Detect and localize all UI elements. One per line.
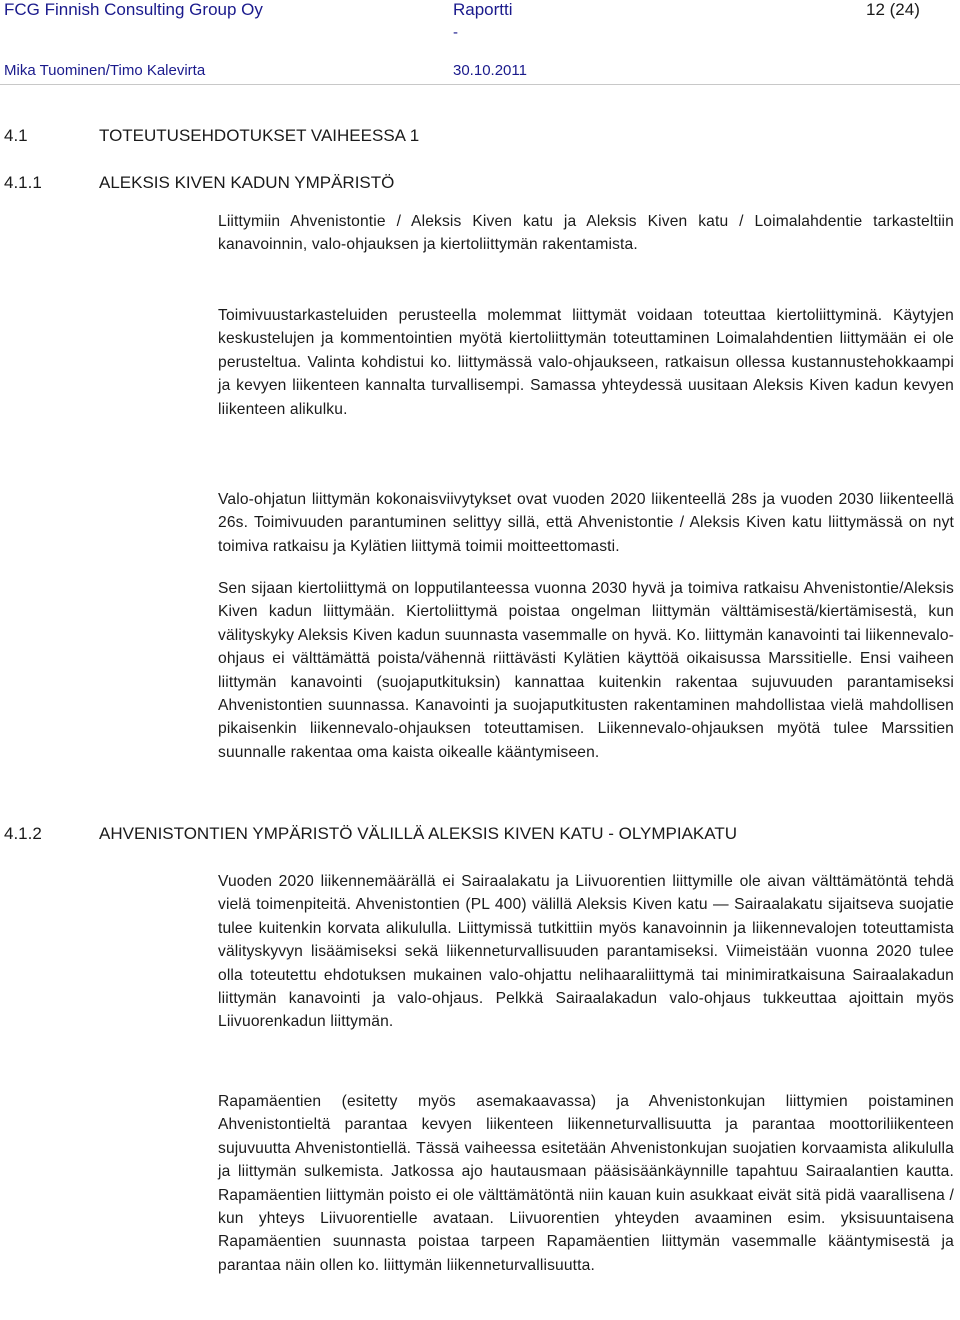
paragraph: Toimivuustarkasteluiden perusteella molemmat liittymät voidaan toteuttaa kiertoliittyminä. Käytyjen keskustelujen ja kommentointien myötä kiertoliittymän toteuttaminen Loimalahdentien liittymään ei ole perusteltua. Valinta kohdistui ko. liittymässä valo-ohjaukseen, ratkaisun ollessa kustannustehokkaampi ja kevyen liikenteen kannalta turvallisempi. Samassa yhteydessä uusitaan Aleksis Kiven kadun kevyen liikenteen alikulku. (218, 307, 954, 418)
paragraph: Rapamäentien (esitetty myös asemakaavassa) ja Ahvenistonkujan liittymien poistaminen Ahvenistontieltä parantaa kevyen liikenteen liikenneturvallisuutta ja parantaa moottoriliikenteen sujuvuutta Ahvenistontiellä. Tässä vaiheessa esitetään Ahvenistonkujan suojatien korvaamista alikululla ja liittymän sulkemista. Jatkossa ajo hautausmaan pääsisäänkäynnille tapahtuu Sairaalantien kautta. Rapamäentien liittymän poisto ei ole välttämätöntä niin kauan kuin asukkaat eivät sitä pidä vaarallisena / kun yhteys Liivuorentielle avataan. Liivuorentien yhteyden avaaminen esim. yksisuuntaisena Rapamäentien suunnasta poistaa tarpeen Rapamäentien liittymän vasemmalle kääntymisestä ja parantaa näin ollen ko. liittymän liikenneturvallisuutta. (218, 1093, 954, 1274)
subsection-number: 4.1.2 (4, 824, 42, 843)
paragraph: Sen sijaan kiertoliittymä on lopputilanteessa vuonna 2030 hyvä ja toimiva ratkaisu Ahvenistontie/Aleksis Kiven kadun liittymään. Kiertoliittymä poistaa ongelman liittymän välttämisestä/kiertämisestä, kun välityskyky Aleksis Kiven kadun suunnasta vasemmalle on hyvä. Ko. liittymän kanavointi tai liikennevalo-ohjaus ei välttämättä poista/vähennä riittävästi Kylätien käyttöä oikaisussa Marssitielle. Ensi vaiheen liittymän kanavointi (suojaputkituksin) kannattaa kuitenkin rakentaa sujuvuuden parantamiseksi Ahvenistontien suunnassa. Kanavointi ja suojaputkitusten rakentaminen mahdollistaa vielä mahdollisen pikaisenkin liikennevalo-ohjauksen toteuttamisen. Liikennevalo-ohjauksen myötä tulee Marssitien suunnalle rakentaa oma kaista oikealle kääntymiseen. (218, 580, 954, 761)
paragraph: Liittymiin Ahvenistontie / Aleksis Kiven katu ja Aleksis Kiven katu / Loimalahdentie tarkasteltiin kanavoinnin, valo-ohjauksen ja kiertoliittymän rakentamista. (218, 213, 954, 254)
header-divider (0, 84, 960, 85)
section-number: 4.1 (4, 126, 28, 145)
company-name: FCG Finnish Consulting Group Oy (4, 0, 263, 19)
paragraph: Valo-ohjatun liittymän kokonaisviivytykset ovat vuoden 2020 liikenteellä 28s ja vuoden 2030 liikenteellä 26s. Toimivuuden parantuminen selittyy sillä, että Ahvenistontie / Aleksis Kiven katu liittymässä on nyt toimiva ratkaisu ja Kylätien liittymä toimii moitteettomasti. (218, 491, 954, 555)
authors: Mika Tuominen/Timo Kalevirta (4, 62, 206, 79)
report-date: 30.10.2011 (453, 62, 527, 79)
report-type: Raportti (453, 0, 513, 19)
page-number: 12 (24) (866, 0, 920, 19)
section-title: TOTEUTUSEHDOTUKSET VAIHEESSA 1 (99, 126, 420, 145)
header-dash: - (453, 24, 458, 41)
subsection-title: AHVENISTONTIEN YMPÄRISTÖ VÄLILLÄ ALEKSIS KIVEN KATU - OLYMPIAKATU (99, 824, 737, 843)
subsection-title: ALEKSIS KIVEN KADUN YMPÄRISTÖ (99, 173, 395, 192)
page-header (0, 0, 960, 84)
subsection-number: 4.1.1 (4, 173, 42, 192)
paragraph: Vuoden 2020 liikennemäärällä ei Sairaalakatu ja Liivuorentien liittymille ole aivan välttämätöntä tehdä vielä toimenpiteitä. Ahvenistontien (PL 400) välillä Aleksis Kiven katu — Sairaalakatu sijaitseva suojatie tulee kuitenkin korvata alikululla. Liittymissä tutkittiin myös kanavoinnin ja liikennevalojen toteuttamista välityskyvyn lisäämiseksi sekä liikenneturvallisuuden parantamiseksi. Viimeistään vuonna 2020 tulee olla toteutettu ehdotuksen mukainen valo-ohjattu nelihaaraliittymä tai minimiratkaisuna Sairaalakadun liittymän kanavointi ja valo-ohjaus. Pelkkä Sairaalakadun valo-ohjaus tukkeuttaa ajoittain myös Liivuorenkadun liittymän. (218, 873, 954, 1031)
